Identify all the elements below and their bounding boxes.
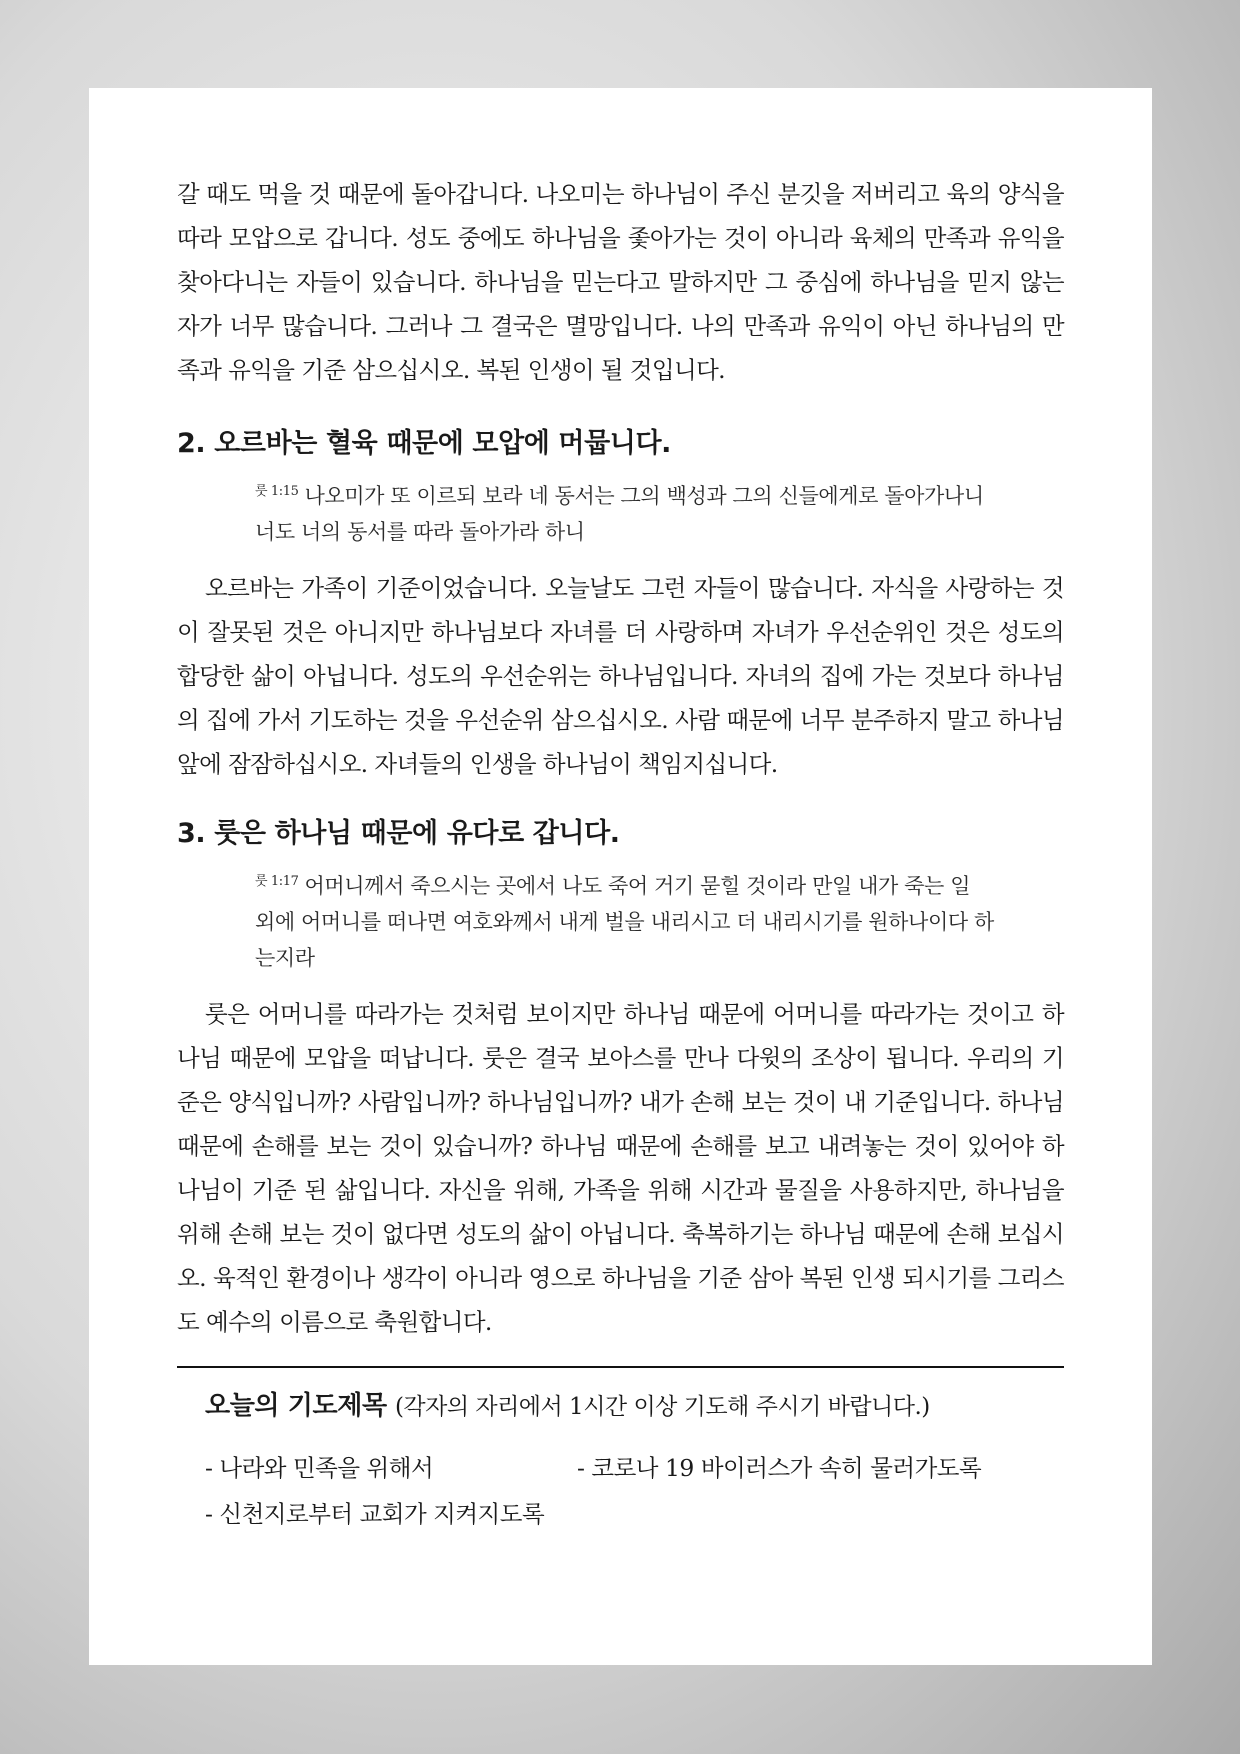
section-3-verse xyxy=(177,864,1064,976)
section-2-paragraph: 오르바는 가족이 기준이었습니다. 오늘날도 그런 자들이 많습니다. 자식을 사랑하는 것이 잘못된 것은 아니지만 하나님보다 자녀를 더 사랑하며 자녀가 우선순위인 것은 성도의 합당한 삶이 아닙니다. 성도의 우선순위는 하나님입니다. 자녀의 집에 가는 것보다 하나님의 집에 가서 기도하는 것을 우선순위 삼으십시오. 사람 때문에 너무 분주하지 말고 하나님 앞에 잠잠하십시오. 자녀들의 인생을 하나님이 책임지십니다. xyxy=(177,574,1064,778)
section-2-verse-ref: 룻 1:15 xyxy=(255,484,299,499)
page-content xyxy=(177,172,1064,1539)
prayer-title: 오늘의 기도제목 xyxy=(205,1391,387,1421)
prayer-item-nation: - 나라와 민족을 위해서 xyxy=(205,1454,434,1482)
section-2-heading: 2. 오르바는 혈육 때문에 모압에 머뭅니다. xyxy=(177,428,672,459)
prayer-items xyxy=(205,1449,1064,1539)
section-2-verse xyxy=(177,474,1064,550)
prayer-title-line xyxy=(205,1386,1064,1427)
section-3-verse-text: 어머니께서 죽으시는 곳에서 나도 죽어 거기 묻힐 것이라 만일 내가 죽는 일 외에 어머니를 떠나면 여호와께서 내게 벌을 내리시고 더 내리시기를 원하나이다 하는지라 xyxy=(255,874,994,970)
section-3-heading: 3. 룻은 하나님 때문에 유다로 갑니다. xyxy=(177,818,620,849)
section-3-paragraph: 룻은 어머니를 따라가는 것처럼 보이지만 하나님 때문에 어머니를 따라가는 것이고 하나님 때문에 모압을 떠납니다. 룻은 결국 보아스를 만나 다윗의 조상이 됩니다. 우리의 기준은 양식입니까? 사람입니까? 하나님입니까? 내가 손해 보는 것이 내 기준입니다. 하나님 때문에 손해를 보는 것이 있습니까? 하나님 때문에 손해를 보고 내려놓는 것이 있어야 하나님이 기준 된 삶입니다. 자신을 위해, 가족을 위해 시간과 물질을 사용하지만, 하나님을 위해 손해 보는 것이 없다면 성도의 삶이 아닙니다. 축복하기는 하나님 때문에 손해 보십시오. 육적인 환경이나 생각이 아니라 영으로 하나님을 기준 삼아 복된 인생 되시기를 그리스도 예수의 이름으로 축원합니다. xyxy=(177,1000,1064,1336)
intro-paragraph: 갈 때도 먹을 것 때문에 돌아갑니다. 나오미는 하나님이 주신 분깃을 저버리고 육의 양식을 따라 모압으로 갑니다. 성도 중에도 하나님을 좇아가는 것이 아니라 육체의 만족과 유익을 찾아다니는 자들이 있습니다. 하나님을 믿는다고 말하지만 그 중심에 하나님을 믿지 않는 자가 너무 많습니다. 그러나 그 결국은 멸망입니다. 나의 만족과 유익이 아닌 하나님의 만족과 유익을 기준 삼으십시오. 복된 인생이 될 것입니다. xyxy=(177,180,1064,384)
section-3-verse-ref: 룻 1:17 xyxy=(255,874,299,889)
prayer-note: (각자의 자리에서 1시간 이상 기도해 주시기 바랍니다.) xyxy=(394,1394,930,1420)
document-page xyxy=(89,88,1152,1665)
prayer-item-corona: - 코로나 19 바이러스가 속히 물러가도록 xyxy=(577,1454,982,1482)
divider-rule xyxy=(177,1366,1064,1368)
prayer-section xyxy=(177,1386,1064,1539)
section-2-verse-text: 나오미가 또 이르되 보라 네 동서는 그의 백성과 그의 신들에게로 돌아가나니 너도 너의 동서를 따라 돌아가라 하니 xyxy=(255,484,984,544)
prayer-item-church: - 신천지로부터 교회가 지켜지도록 xyxy=(205,1500,545,1528)
